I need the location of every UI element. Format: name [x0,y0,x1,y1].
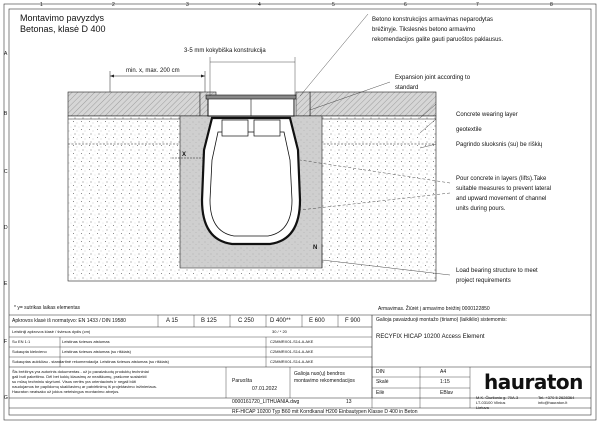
drawing-title: Montavimo pavyzdys [20,13,105,23]
border-number-2: 2 [112,2,115,8]
drawing-subtitle: Betonas, klasė D 400 [20,24,106,34]
border-number-1: 1 [40,2,43,8]
border-number-7: 7 [476,2,479,8]
class-b125: B 125 [201,318,217,324]
border-letter-c: C [4,169,8,175]
border-letter-e: E [4,281,8,287]
x-label: X [182,152,187,158]
wearing-layer-right [310,92,436,116]
disclaimer-1: Šis brėžinys yra autorinis dokumentas - už jo pavaizduotų produktų techniniai [12,369,149,374]
row-value-2: C2MMRX01-S14-A.AKE [270,339,314,344]
address-2: LT-03100 Vilnius [476,400,506,405]
scale-label: Skalė [376,379,389,385]
class-a15: A 15 [166,318,179,324]
project-header: Galioja pavaizduoji montažo (tiriamo) (laikiklio) sistemomis: [376,317,507,323]
reinforcement-note-2: brėžinyje. Tikslesnės betono armavimo [372,27,476,33]
load-bearing-1: Load bearing structure to meet [456,268,538,274]
border-letter-d: D [4,225,8,231]
pour-concrete-1: Pour concrete in layers (lifts).Take [456,176,547,182]
row-label-4: Leistinas šviesos atstumas (su riškiais) [100,359,169,364]
border-number-6: 6 [404,2,407,8]
border-letter-g: G [4,395,8,401]
row-value-1: 30 / * 20 [272,329,287,334]
reinforcement-ref: Armavimas. Žiūrėt į armavimo brėžinį 0000122850 [378,306,490,312]
channel-inner [210,132,292,236]
drawing-number: 0000161720_LITHUANIA.dwg [232,399,300,405]
contact-1: Tel. +370 5 2628364 [538,395,575,400]
company-logo: hauraton [484,370,583,394]
wearing-layer-left [68,92,200,116]
disclaimer-5: Hauraton neatsako už jokius neteisingus montavimo atvejus. [12,389,120,394]
row-label-2: Leistinas šviesos atstumas [62,339,110,344]
border-number-8: 8 [550,2,553,8]
border-letter-b: B [4,111,8,117]
gap-annotation: 3-5 mm kokybiška konstrukcija [184,48,266,54]
border-number-5: 5 [332,2,335,8]
disclaimer-2: gali buti pakeitimu. Dėl bet kokių klausimų ar neaiškumų, prašome susisiekti [12,374,147,379]
border-number-4: 4 [258,2,261,8]
dimension-annotation: min. x, max. 200 cm [126,68,180,74]
border-number-3: 3 [186,2,189,8]
note-2: montavimo rekomendacijos [294,378,355,384]
pour-concrete-3: and upward movement of channel [456,196,547,202]
address-1: M.K. Čiurlionio g. 70A-3 [476,395,519,400]
footer-text: RF-HICAP 10200 Typ B60 mit Korrdkanal H200 Einbautypen Klasse D 400 in Beton [232,409,418,415]
reinforcement-note-3: rekomendacijos galite gauti paruoštos paklausus. [372,37,504,43]
border-letter-f: F [4,339,8,345]
class-d400: D 400** [270,318,291,324]
footnote: * y= sutrikas laikas elementas [14,305,81,311]
class-e600: E 600 [309,318,325,324]
left-label-3: Sukauptas aukščiau - standartinė rekomendacija [12,359,99,364]
expansion-joint-1: Expansion joint according to [395,75,471,81]
classes-head-label: Apkrovos klasė iš normatyvo: EN 1433 / DIN 19580 [12,318,126,324]
pour-concrete-2: suitable measures to prevent lateral [456,186,552,192]
prepared-label: Paruošta [232,378,253,384]
page-value: EBlav [440,390,454,396]
row-label-3: Leistinas šviesos atstumas (su riškiais) [62,349,131,354]
prepared-date: 07.01.2022 [252,386,278,392]
row-label-1: Leistiniji apkrovos klasė / šviesos dydis (cm) [12,329,91,334]
expansion-joint-2: standard [395,85,419,91]
geotextile-label: geotextile [456,127,482,133]
sheet-label: DIN [376,369,385,375]
note-1: Galioja nuo(ų) bendros [294,371,345,377]
inner-tube-right [254,120,280,136]
base-layer-label: Pagrindo sluoksnis (su) be riškių [456,142,543,148]
contact-2: info@hauraton.lt [538,400,568,405]
left-label-2: Sukaupta kiekvieno [12,349,47,354]
product-name: RECYFIX HICAP 10200 Access Element [376,334,485,340]
page-label: Eilė [376,390,385,396]
drawing-index: 13 [346,399,352,405]
disclaimer-4: naudojamos be papildomų skaičiavimų ar patvirtinimų iš projektavimo inžinieriaus. [12,384,157,389]
disclaimer-3: su mūsų techniniu skyriumi. Visos vertės yra orientacinės ir negali būti [12,379,136,384]
wearing-layer-mid-right [296,92,310,116]
border-letter-a: A [4,51,8,57]
wearing-layer-label: Concrete wearing layer [456,112,518,118]
reinforcement-note-1: Betono konstrukcijos armavimas neparodytas [372,17,494,23]
load-bearing-2: project requirements [456,278,511,284]
inner-tube-left [222,120,248,136]
class-c250: C 250 [238,318,255,324]
pour-concrete-4: units during pours. [456,206,506,212]
n-label: N [313,245,318,251]
row-value-3: C2MMRX01-S14-A.AKE [270,349,314,354]
sheet-value: A4 [440,369,447,375]
address-3: Lietuva [476,405,489,410]
class-f900: F 900 [345,318,361,324]
grating-top [206,95,296,99]
row-value-4: C2MMRX01-S14-A.AKE [270,359,314,364]
left-label-1: Su EN 1:1 [12,339,31,344]
scale-value: 1:15 [440,379,450,385]
